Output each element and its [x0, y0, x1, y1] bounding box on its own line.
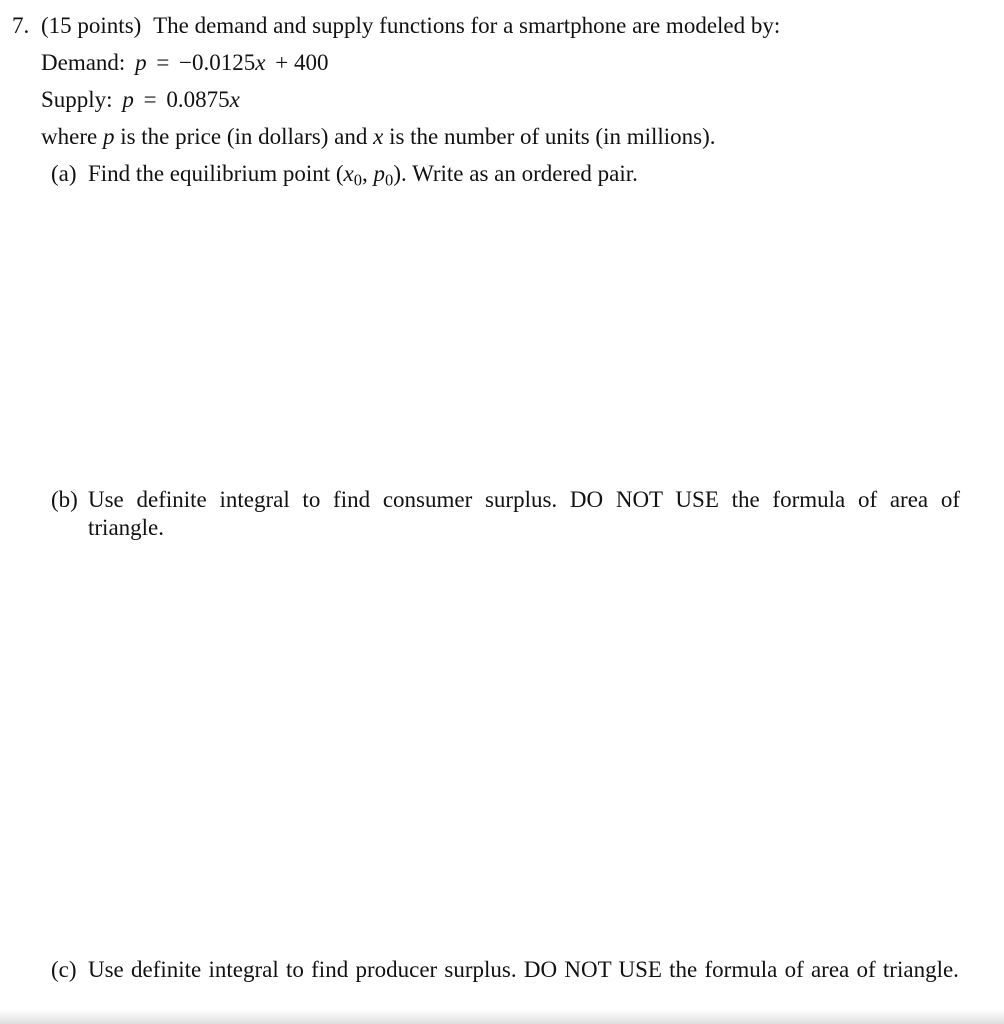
part-a-text-after: ). Write as an ordered pair.	[393, 161, 638, 186]
supply-var-p: p	[122, 87, 134, 112]
problem-header	[12, 12, 780, 40]
demand-var-p: p	[135, 50, 147, 75]
part-a-comma: ,	[362, 161, 368, 186]
where-text-2: is the price (in dollars) and	[120, 124, 368, 149]
part-b-text: Use definite integral to find consumer surplus. DO NOT USE the formula of area of triangle.	[88, 487, 960, 540]
where-text-1: where	[41, 124, 98, 149]
demand-coef: −0.0125	[179, 50, 256, 75]
supply-coef: 0.0875	[166, 87, 230, 112]
where-var-p: p	[102, 124, 115, 149]
problem-number: 7.	[12, 13, 30, 38]
demand-constant: + 400	[275, 50, 329, 75]
problem-points: (15 points)	[41, 13, 142, 38]
where-var-x: x	[373, 124, 384, 149]
part-a-p0: $p_0$	[373, 161, 394, 190]
part-c-text: Use definite integral to find producer surplus. DO NOT USE the formula of area of triangle.	[88, 957, 959, 982]
supply-equals: =	[143, 87, 157, 112]
page-bottom-shadow	[0, 1010, 1004, 1024]
demand-label: Demand:	[41, 50, 126, 75]
part-b-label: (b)	[51, 487, 78, 512]
where-text-3: is the number of units (in millions).	[389, 124, 716, 149]
problem-intro: The demand and supply functions for a smartphone are modeled by:	[153, 13, 781, 38]
variable-definitions	[41, 123, 716, 151]
demand-equals: =	[156, 50, 170, 75]
demand-var-x: x	[255, 50, 266, 75]
supply-label: Supply:	[41, 87, 113, 112]
part-a-text	[88, 160, 638, 188]
part-a-label: (a)	[51, 161, 77, 186]
part-a-text-before: Find the equilibrium point (	[88, 161, 344, 186]
supply-equation	[41, 86, 240, 114]
part-c-label: (c)	[51, 957, 77, 982]
demand-equation	[41, 49, 328, 77]
supply-var-x: x	[229, 87, 240, 112]
part-a-x0: $x_0$	[343, 161, 363, 190]
